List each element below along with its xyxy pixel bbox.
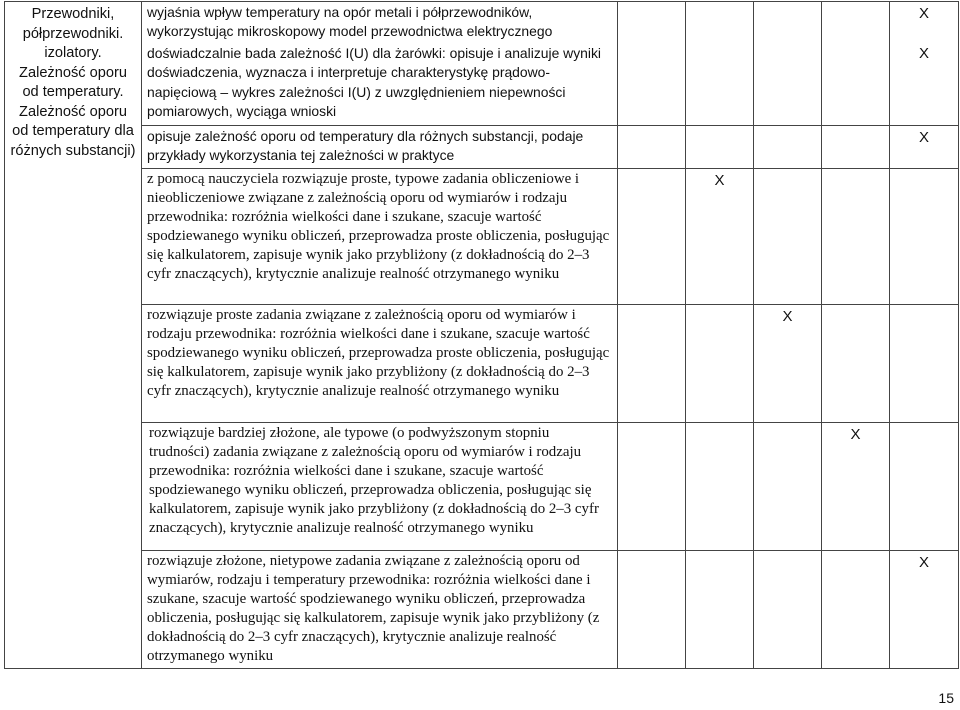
level-5-cell xyxy=(890,2,959,126)
requirement-cell xyxy=(142,422,618,550)
level-4-cell xyxy=(822,126,890,169)
level-3-cell xyxy=(754,126,822,169)
requirement-cell xyxy=(142,550,618,668)
table-row xyxy=(5,304,959,422)
level-mark: X xyxy=(714,171,725,189)
table-row xyxy=(5,422,959,550)
table-row xyxy=(5,550,959,668)
table-row xyxy=(5,2,959,126)
level-4-cell xyxy=(822,422,890,550)
requirement-cell xyxy=(142,168,618,304)
page-number: 15 xyxy=(938,690,954,706)
requirement-text: rozwiązuje bardziej złożone, ale typowe (o podwyższonym stopniu trudności) zadania związane z zależnością oporu od wymiarów i rodzaju przewodnika: rozróżnia wielkości dane i szukane, szacuje wartość spodziewanego wyniku obliczeń, przeprowadza obliczenia, posługując się kalkulatorem, zapisuje wynik jako przybliżony (z dokładnością do 2–3 cyfr znaczących), krytycznie analizuje realność otrzymanego wyniku xyxy=(149,424,599,536)
topic-text: Przewodniki, półprzewodniki. izolatory. Zależność oporu od temperatury. Zależność oporu od temperatury dla różnych substancji) xyxy=(10,6,136,159)
level-5-cell xyxy=(890,304,959,422)
requirement-text: opisuje zależność oporu od temperatury dla różnych substancji, podaje przykłady wykorzystania tej zależności w praktyce xyxy=(147,128,584,164)
level-2-cell xyxy=(686,550,754,668)
level-5-cell xyxy=(890,126,959,169)
level-4-cell xyxy=(822,304,890,422)
level-1-cell xyxy=(618,422,686,550)
level-2-cell xyxy=(686,304,754,422)
topic-cell xyxy=(5,2,142,669)
level-1-cell xyxy=(618,2,686,126)
table-row xyxy=(5,168,959,304)
level-mark: X xyxy=(918,5,929,22)
level-2-cell xyxy=(686,126,754,169)
level-2-cell xyxy=(686,2,754,126)
requirement-cell xyxy=(142,304,618,422)
level-1-cell xyxy=(618,126,686,169)
level-4-cell xyxy=(822,168,890,304)
level-mark: X xyxy=(850,425,861,443)
level-1-cell xyxy=(618,304,686,422)
level-1-cell xyxy=(618,168,686,304)
level-5-cell xyxy=(890,422,959,550)
requirement-cell xyxy=(142,2,618,126)
requirement-text: rozwiązuje złożone, nietypowe zadania związane z zależnością oporu od wymiarów, rodzaju i temperatury przewodnika: rozróżnia wielkości dane i szukane, szacuje wartość spodziewanego wyniku obliczeń, przeprowadza obliczenia, posługując się kalkulatorem, zapisuje wynik jako przybliżony (z dokładnością do 2–3 cyfr znaczących), krytycznie analizuje realność otrzymanego wyniku xyxy=(147,552,600,664)
level-mark: X xyxy=(782,307,793,325)
table-row xyxy=(5,126,959,169)
level-4-cell xyxy=(822,550,890,668)
level-3-cell xyxy=(754,2,822,126)
requirements-table xyxy=(4,1,959,669)
level-3-cell xyxy=(754,304,822,422)
requirement-text: rozwiązuje proste zadania związane z zależnością oporu od wymiarów i rodzaju przewodnika: rozróżnia wielkości dane i szukane, szacuje wartość spodziewanego wyniku obliczeń, przeprowadza proste obliczenia, posługując się kalkulatorem, zapisuje wynik jako przybliżony (z dokładnością do 2–3 cyfr znaczących), krytycznie analizuje realność otrzymanego wyniku xyxy=(147,306,610,399)
level-5-cell xyxy=(890,550,959,668)
level-4-cell xyxy=(822,2,890,126)
level-mark: X xyxy=(918,553,929,571)
level-3-cell xyxy=(754,550,822,668)
requirement-text: doświadczalnie bada zależność I(U) dla żarówki: opisuje i analizuje wyniki doświadczenia, wyznacza i interpretuje charakterystykę prądowo-napięciową – wykres zależności I(U) z uwzględnieniem niepewności pomiarowych, wyciąga wnioski xyxy=(147,45,601,119)
level-5-cell xyxy=(890,168,959,304)
requirement-text: wyjaśnia wpływ temperatury na opór metali i półprzewodników, wykorzystując mikroskopowy model przewodnictwa elektrycznego xyxy=(147,4,553,40)
level-1-cell xyxy=(618,550,686,668)
level-2-cell xyxy=(686,422,754,550)
requirement-cell xyxy=(142,126,618,169)
level-2-cell xyxy=(686,168,754,304)
level-3-cell xyxy=(754,168,822,304)
level-mark: X xyxy=(918,129,929,146)
requirement-text: z pomocą nauczyciela rozwiązuje proste, typowe zadania obliczeniowe i nieobliczeniowe związane z zależnością oporu od wymiarów i rodzaju przewodnika: rozróżnia wielkości dane i szukane, szacuje wartość spodziewanego wyniku obliczeń, przeprowadza proste obliczenia, posługując się kalkulatorem, zapisuje wynik jako przybliżony (z dokładnością do 2–3 cyfr znaczących), krytycznie analizuje realność otrzymanego wyniku xyxy=(147,170,610,282)
level-mark: X xyxy=(918,45,929,62)
level-3-cell xyxy=(754,422,822,550)
